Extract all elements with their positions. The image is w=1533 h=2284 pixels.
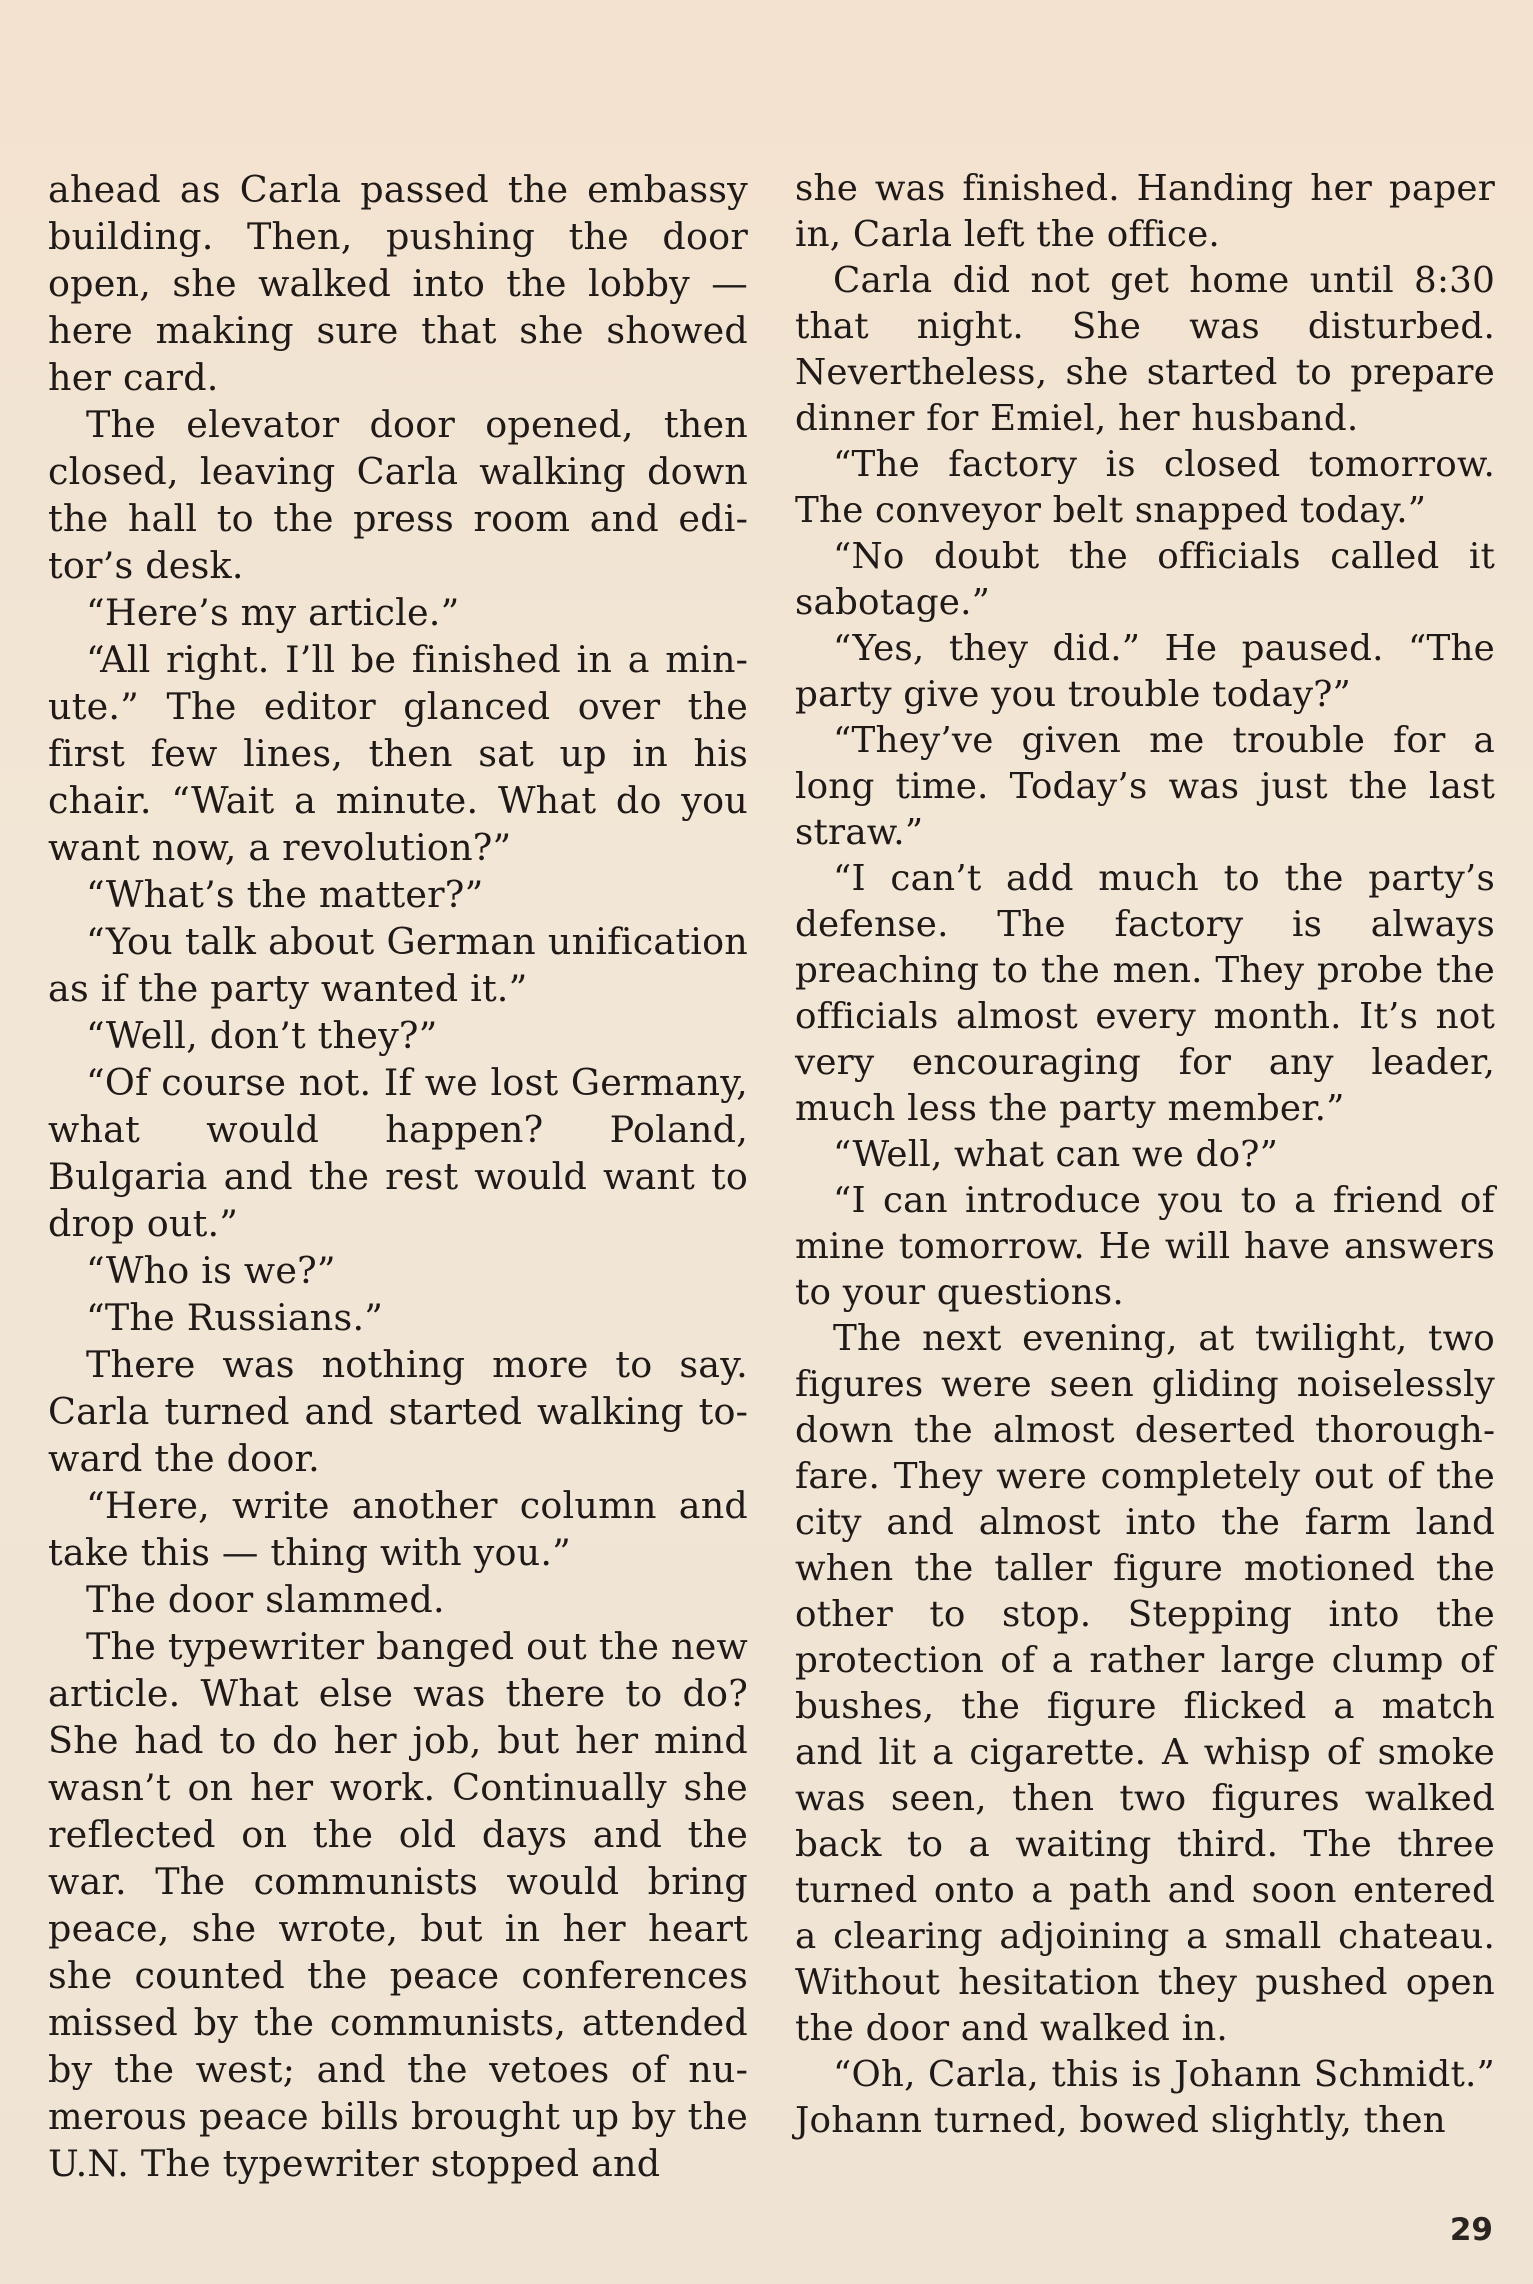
paragraph: “Well, what can we do?” — [833, 1134, 1279, 1175]
paragraph: “No doubt the officials called it sabotage.” — [795, 536, 1495, 623]
paragraph: “Oh, Carla, this is Johann Schmidt.” Johann turned, bowed slightly, then — [795, 2054, 1495, 2141]
paragraph: “I can’t add much to the party’s defense. The factory is always preaching to the men. They probe the officials almost every month. It’s not very encouraging for any leader, much less the party member.” — [795, 858, 1495, 1129]
paragraph: The next evening, at twilight, two figures were seen gliding noiselessly down the almost deserted thoroughfare. They were completely out of the city and almost into the farm land when the taller figure motioned the other to stop. Stepping into the protection of a rather large clump of bushes, the figure flicked a match and lit a cigarette. A whisp of smoke was seen, then two figures walked back to a waiting third. The three turned onto a path and soon entered a clearing adjoining a small chateau. Without hesitation they pushed open the door and walked in. — [795, 1318, 1495, 2049]
paragraph: The door slammed. — [86, 1578, 445, 1621]
continued-paragraph: she was finished. Handing her paper in, Carla left the office. — [795, 168, 1495, 255]
page-number: 29 — [1449, 2212, 1493, 2248]
paragraph: The typewriter banged out the new article. What else was there to do? She had to do her job, but her mind wasn’t on her work. Continually she reflected on the old days and the war. The communists would bring peace, she wrote, but in her heart she counted the peace conferences missed by the communists, attended by the west; and the vetoes of numerous peace bills brought up by the U.N. The typewriter stopped and — [48, 1625, 748, 2185]
paragraph: “The factory is closed tomorrow. The conveyor belt snapped today.” — [795, 444, 1495, 531]
continued-paragraph: ahead as Carla passed the embassy building. Then, pushing the door open, she walked into the lobby — here making sure that she showed her card. — [48, 168, 748, 399]
paragraph: “Here, write another column and take this — thing with you.” — [48, 1484, 748, 1574]
paragraph: “Well, don’t they?” — [86, 1014, 438, 1057]
paragraph: “You talk about German unification as if the party wanted it.” — [48, 920, 748, 1010]
paragraph: “I can introduce you to a friend of mine tomorrow. He will have answers to your questions. — [795, 1180, 1495, 1313]
paragraph: The elevator door opened, then closed, leaving Carla walking down the hall to the press room and editor’s desk. — [48, 403, 748, 587]
paragraph: “All right. I’ll be finished in a minute.” The editor glanced over the first few lines, then sat up in his chair. “Wait a minute. What do you want now, a revolution?” — [48, 638, 748, 869]
paragraph: There was nothing more to say. Carla turned and started walking toward the door. — [48, 1343, 748, 1480]
paragraph: “The Russians.” — [86, 1296, 384, 1339]
paragraph: “Of course not. If we lost Germany, what would happen? Poland, Bulgaria and the rest would want to drop out.” — [48, 1061, 748, 1245]
paragraph: Carla did not get home until 8:30 that night. She was disturbed. Nevertheless, she started to prepare dinner for Emiel, her husband. — [795, 260, 1495, 439]
right-text-column — [795, 166, 1495, 2144]
paragraph: “Yes, they did.” He paused. “The party give you trouble today?” — [795, 628, 1495, 715]
paragraph: “Here’s my article.” — [86, 591, 460, 634]
paragraph: “They’ve given me trouble for a long time. Today’s was just the last straw.” — [795, 720, 1495, 853]
paragraph: “What’s the matter?” — [86, 873, 484, 916]
paragraph: “Who is we?” — [86, 1249, 336, 1292]
left-text-column — [48, 166, 748, 2187]
